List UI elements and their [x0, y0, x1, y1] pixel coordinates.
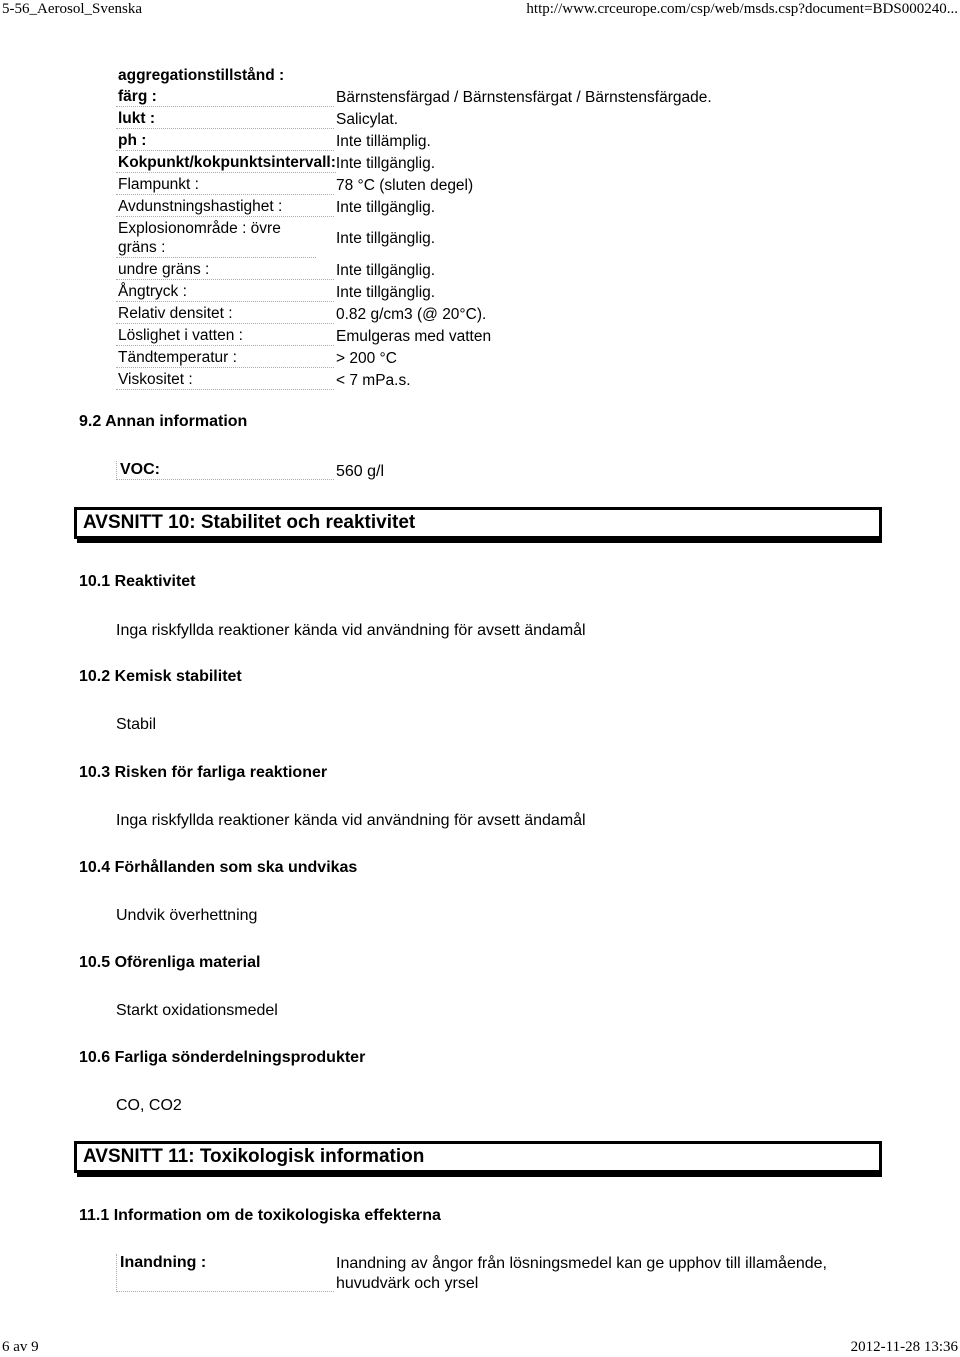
prop-label: Flampunkt :	[116, 175, 334, 195]
header-url: http://www.crceurope.com/csp/web/msds.csp?document=BDS000240...	[526, 1, 958, 17]
prop-value: Inte tillgänglig.	[336, 283, 436, 301]
section-heading-10: AVSNITT 10: Stabilitet och reaktivitet	[74, 507, 882, 539]
prop-label: Avdunstningshastighet :	[116, 197, 334, 217]
subsection-text-10-6: CO, CO2	[116, 1097, 182, 1114]
prop-value: < 7 mPa.s.	[336, 371, 411, 389]
prop-row-explosion-upper	[116, 219, 756, 258]
prop-value: 78 °C (sluten degel)	[336, 176, 474, 194]
prop-value: 0.82 g/cm3 (@ 20°C).	[336, 305, 487, 323]
voc-value: 560 g/l	[336, 463, 385, 480]
subsection-text-10-1: Inga riskfyllda reaktioner kända vid användning för avsett ändamål	[116, 622, 586, 639]
subsection-title-11-1: 11.1 Information om de toxikologiska effekterna	[79, 1207, 441, 1224]
prop-row-vapor-pressure	[116, 282, 756, 302]
prop-label: ph :	[116, 131, 334, 151]
prop-row-ph	[116, 131, 756, 151]
prop-label: Tändtemperatur :	[116, 348, 334, 368]
prop-value: Inte tillämplig.	[336, 132, 431, 150]
subsection-title-10-5: 10.5 Oförenliga material	[79, 954, 261, 971]
prop-row-explosion-lower	[116, 260, 756, 280]
prop-row-state	[116, 66, 756, 85]
prop-row-odor	[116, 109, 756, 129]
prop-row-evaporation	[116, 197, 756, 217]
footer-timestamp: 2012-11-28 13:36	[850, 1339, 958, 1355]
subsection-title-9-2: 9.2 Annan information	[79, 413, 248, 430]
prop-value: Inte tillgänglig.	[336, 198, 436, 216]
prop-value: Inte tillgänglig.	[335, 154, 435, 172]
prop-label: Relativ densitet :	[116, 304, 334, 324]
prop-value: Emulgeras med vatten	[336, 327, 492, 345]
header-doc-title: 5-56_Aerosol_Svenska	[2, 1, 142, 17]
prop-label: aggregationstillstånd :	[118, 67, 285, 84]
footer-page-number: 6 av 9	[2, 1339, 39, 1355]
prop-row-solubility	[116, 326, 756, 346]
prop-row-color	[116, 87, 756, 107]
voc-label: VOC:	[116, 461, 334, 480]
subsection-title-10-1: 10.1 Reaktivitet	[79, 573, 196, 590]
inhalation-text: Inandning av ångor från lösningsmedel kan ge upphov till illamående, huvudvärk och yrsel	[336, 1255, 827, 1292]
prop-row-ignition	[116, 348, 756, 368]
subsection-title-10-2: 10.2 Kemisk stabilitet	[79, 668, 242, 685]
prop-label: färg :	[116, 87, 334, 107]
physical-properties-table	[116, 66, 756, 390]
prop-label: Explosionområde : övre gräns :	[116, 219, 316, 258]
prop-value: Inte tillgänglig.	[336, 261, 436, 279]
prop-label: undre gräns :	[116, 260, 334, 280]
prop-row-density	[116, 304, 756, 324]
section-heading-11: AVSNITT 11: Toxikologisk information	[74, 1141, 882, 1173]
prop-label: Löslighet i vatten :	[116, 326, 334, 346]
prop-label: Ångtryck :	[116, 282, 334, 302]
prop-value: Salicylat.	[336, 110, 399, 128]
subsection-title-10-4: 10.4 Förhållanden som ska undvikas	[79, 859, 358, 876]
subsection-title-10-6: 10.6 Farliga sönderdelningsprodukter	[79, 1049, 366, 1066]
subsection-title-10-3: 10.3 Risken för farliga reaktioner	[79, 764, 328, 781]
prop-row-viscosity	[116, 370, 756, 390]
prop-value: Inte tillgänglig.	[336, 230, 436, 247]
prop-label: Kokpunkt/kokpunktsintervall:	[118, 154, 336, 171]
subsection-text-10-5: Starkt oxidationsmedel	[116, 1002, 278, 1019]
prop-label: Viskositet :	[116, 370, 334, 390]
prop-row-flashpoint	[116, 175, 756, 195]
subsection-text-10-3: Inga riskfyllda reaktioner kända vid användning för avsett ändamål	[116, 812, 586, 829]
prop-value: Bärnstensfärgad / Bärnstensfärgat / Bärnstensfärgade.	[336, 88, 712, 106]
prop-value: > 200 °C	[336, 349, 397, 367]
inhalation-label: Inandning :	[116, 1254, 334, 1292]
prop-label: lukt :	[116, 109, 334, 129]
prop-row-boiling	[116, 153, 756, 173]
subsection-text-10-4: Undvik överhettning	[116, 907, 258, 924]
subsection-text-10-2: Stabil	[116, 716, 157, 733]
